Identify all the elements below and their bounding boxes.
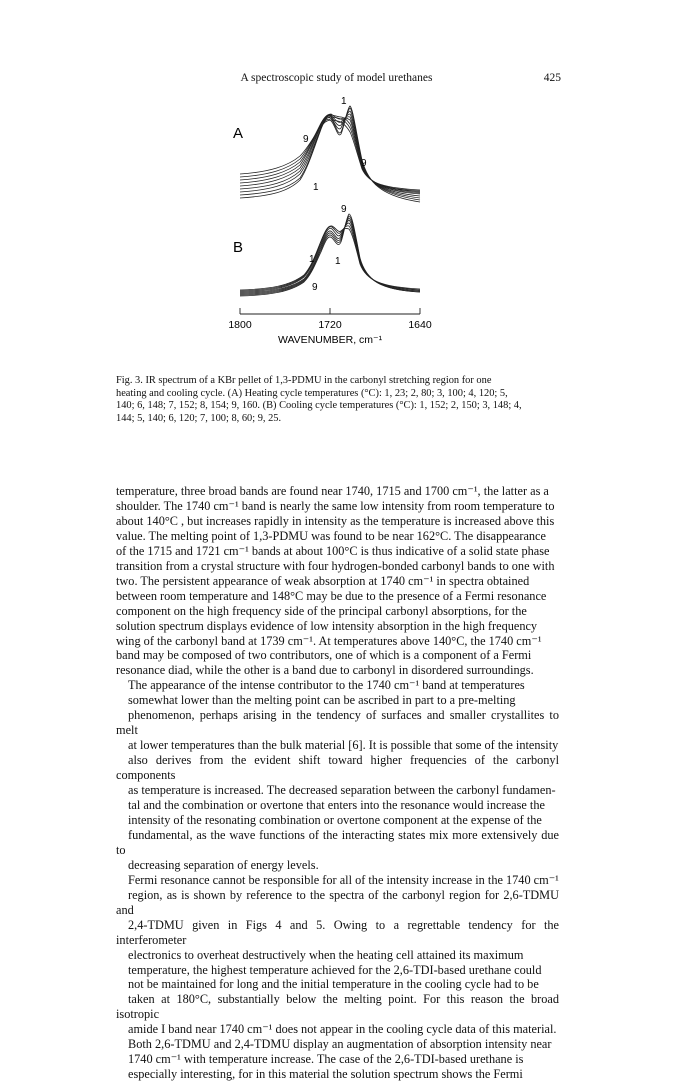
text-line: value. The melting point of 1,3-PDMU was found to be near 162°C. The disappearance (116, 528, 546, 543)
text-line: The appearance of the intense contributor to the 1740 cm⁻¹ band at temperatures (128, 678, 525, 693)
panel-b-curve (240, 226, 420, 290)
text-line: decreasing separation of energy levels. (128, 857, 319, 872)
text-line: at lower temperatures than the bulk material [6]. It is possible that some of the intensity (128, 738, 559, 753)
text-line: temperature, the highest temperature achieved for the 2,6-TDI-based urethane could (128, 962, 542, 977)
panel-a-curve-label: 1 (313, 182, 319, 193)
text-line: amide I band near 1740 cm⁻¹ does not appear in the cooling cycle data of this material. (128, 1022, 557, 1037)
panel-a-curve (240, 114, 420, 196)
text-line: also derives from the evident shift toward higher frequencies of the carbonyl components (116, 753, 559, 783)
panel-b-spectra (240, 214, 420, 296)
text-line: band may be composed of two contributors, one of which is a component of a Fermi (116, 648, 532, 663)
running-title: A spectroscopic study of model urethanes (240, 72, 433, 84)
x-axis (240, 308, 420, 314)
text-line: wing of the carbonyl band at 1739 cm⁻¹. At temperatures above 140°C, the 1740 cm⁻¹ (116, 633, 542, 648)
paragraph-1 (116, 484, 559, 678)
panel-a-curve (240, 115, 420, 194)
panel-b-curve-label: 1 (309, 254, 315, 265)
panel-b-curve (240, 220, 420, 293)
panel-a-curve (240, 108, 420, 200)
x-tick-label: 1800 (228, 319, 252, 331)
panel-b-label: B (233, 239, 244, 256)
text-line: region, as is shown by reference to the spectra of the carbonyl region for 2,6-TDMU and (116, 887, 559, 917)
panel-a-curve (240, 115, 420, 192)
text-line: Fermi resonance cannot be responsible for all of the intensity increase in the 1740 cm⁻¹ (128, 872, 559, 887)
text-line: not be maintained for long and the initial temperature in the cooling cycle had to be (128, 977, 539, 992)
panel-a-curve (240, 114, 420, 193)
panel-b-curve-label: 9 (341, 204, 347, 215)
text-line: fundamental, as the wave functions of the interacting states mix more extensively due to (116, 827, 559, 857)
text-line: between room temperature and 148°C may be due to the presence of a Fermi resonance (116, 588, 547, 603)
figure-caption (116, 375, 559, 425)
panel-b-curve (240, 226, 420, 291)
x-tick-label: 1640 (408, 319, 432, 331)
figure-3 (200, 92, 480, 354)
paragraph-2 (116, 678, 559, 872)
text-line: somewhat lower than the melting point can be ascribed in part to a pre-melting (128, 693, 516, 708)
panel-b-curve (240, 216, 420, 295)
paragraph-3 (116, 873, 559, 1082)
panel-b-curve-label: 1 (335, 256, 341, 267)
x-tick-label: 1720 (318, 319, 342, 331)
text-line: temperature, three broad bands are found near 1740, 1715 and 1700 cm⁻¹, the latter as a (116, 484, 549, 498)
caption-line: heating and cooling cycle. (A) Heating cycle temperatures (°C): 1, 23; 2, 80; 3, 100; 4, 120; 5, (116, 387, 508, 399)
text-line: transition from a crystal structure with four hydrogen-bonded carbonyl bands to one with (116, 558, 555, 573)
page-number: 425 (543, 72, 561, 84)
text-line: 1740 cm⁻¹ with temperature increase. The case of the 2,6-TDI-based urethane is (128, 1052, 524, 1067)
body-text (116, 484, 559, 1082)
panel-a-curve-label: 9 (361, 158, 367, 169)
panel-b-curve (240, 218, 420, 294)
panel-a-curve-label: 9 (303, 134, 309, 145)
text-line: as temperature is increased. The decreased separation between the carbonyl fundamen- (128, 783, 556, 798)
x-axis-label: WAVENUMBER, cm⁻¹ (277, 334, 383, 346)
text-line: especially interesting, for in this material the solution spectrum shows the Fermi (128, 1067, 523, 1082)
panel-a-curve (240, 117, 420, 191)
panel-a-spectra (240, 106, 420, 202)
panel-a-curve-label: 1 (341, 96, 347, 107)
text-line: component on the high frequency side of the principal carbonyl absorptions, for the (116, 603, 527, 618)
text-line: taken at 180°C, substantially below the melting point. For this reason the broad isotropic (116, 992, 559, 1022)
text-line: intensity of the resonating combination or overtone component at the expense of the (128, 812, 542, 827)
text-line: phenomenon, perhaps arising in the tendency of surfaces and smaller crystallites to melt (116, 708, 559, 738)
text-line: of the 1715 and 1721 cm⁻¹ bands at about 100°C is thus indicative of a solid state phase (116, 543, 550, 558)
spectrum-figure (200, 92, 480, 354)
text-line: about 140°C , but increases rapidly in intensity as the temperature is increased above this (116, 513, 555, 528)
text-line: electronics to overheat destructively when the heating cell attained its maximum (128, 947, 524, 962)
caption-line: 140; 6, 148; 7, 152; 8, 154; 9, 160. (B) Cooling cycle temperatures (°C): 1, 152; 2, 150; 3, 148; 4, (116, 400, 522, 412)
text-line: 2,4-TDMU given in Figs 4 and 5. Owing to a regrettable tendency for the interferometer (116, 917, 559, 947)
text-line: resonance diad, while the other is a band due to carbonyl in disordered surroundings. (116, 663, 534, 678)
text-line: Both 2,6-TDMU and 2,4-TDMU display an augmentation of absorption intensity near (128, 1037, 552, 1052)
text-line: solution spectrum displays evidence of low intensity absorption in the high frequency (116, 618, 538, 633)
panel-b-curve-label: 9 (312, 282, 318, 293)
text-line: two. The persistent appearance of weak absorption at 1740 cm⁻¹ in spectra obtained (116, 573, 530, 588)
panel-a-label: A (233, 125, 244, 142)
page-header (0, 72, 673, 88)
panel-a-curve (240, 111, 420, 198)
text-line: tal and the combination or overtone that enters into the resonance would increase the (128, 798, 545, 813)
text-line: shoulder. The 1740 cm⁻¹ band is nearly the same low intensity from room temperature to (116, 498, 555, 513)
caption-line: 144; 5, 140; 6, 120; 7, 100; 8, 60; 9, 25. (116, 412, 282, 424)
caption-line: Fig. 3. IR spectrum of a KBr pellet of 1,3-PDMU in the carbonyl stretching region for one (116, 375, 492, 386)
